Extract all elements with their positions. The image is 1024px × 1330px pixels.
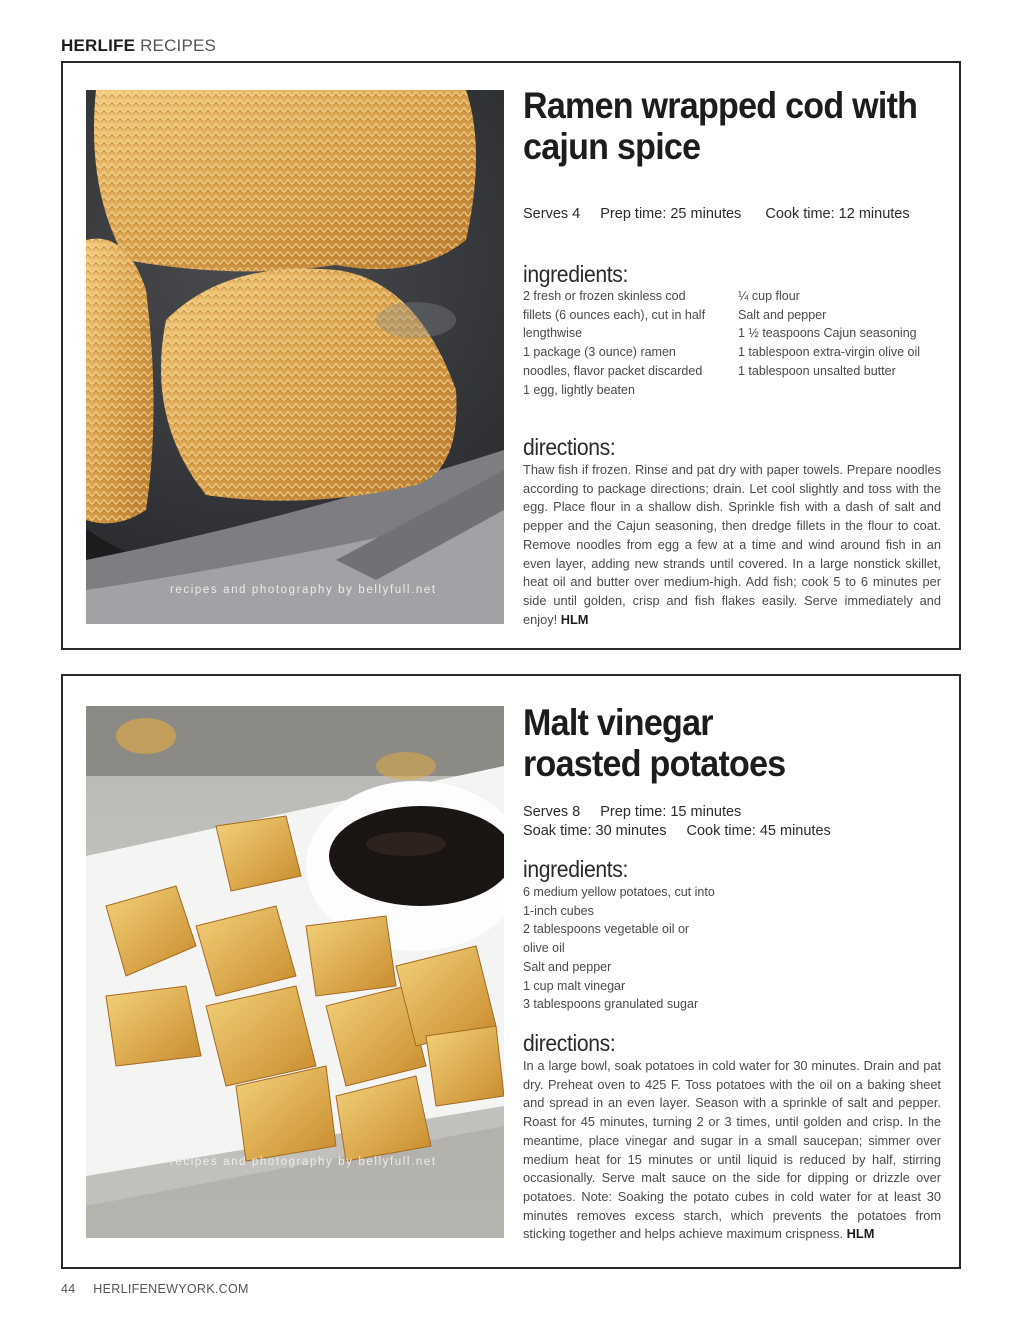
ingredient-line: olive oil bbox=[523, 941, 565, 956]
photo-credit: recipes and photography by bellyfull.net bbox=[170, 1156, 437, 1168]
page-number: 44 bbox=[61, 1282, 76, 1296]
directions-heading: directions: bbox=[523, 1030, 616, 1056]
ingredient-line: 2 tablespoons vegetable oil or bbox=[523, 922, 690, 937]
cook-time: Cook time: 12 minutes bbox=[765, 206, 910, 222]
page-footer bbox=[61, 1282, 249, 1296]
prep-time: Prep time: 15 minutes bbox=[600, 804, 742, 820]
recipe-title: Malt vinegar roasted potatoes bbox=[523, 702, 786, 784]
photo-credit: recipes and photography by bellyfull.net bbox=[170, 584, 437, 596]
ingredient-line: 3 tablespoons granulated sugar bbox=[523, 997, 699, 1012]
section-name: RECIPES bbox=[140, 36, 217, 55]
ingredient-line: 1 egg, lightly beaten bbox=[523, 382, 635, 397]
recipe-photo-malt-potatoes bbox=[86, 706, 504, 1238]
ingredient-line: 1 ½ teaspoons Cajun seasoning bbox=[738, 326, 917, 341]
ingredient-line: 1 cup malt vinegar bbox=[523, 978, 626, 993]
ingredients-list bbox=[523, 287, 943, 399]
ingredient-line: 1 package (3 ounce) ramen bbox=[523, 345, 676, 360]
ingredient-line: 1 tablespoon unsalted butter bbox=[738, 363, 896, 378]
ramen-cod-image bbox=[86, 90, 504, 624]
ingredient-line: fillets (6 ounces each), cut in half bbox=[523, 307, 706, 322]
ingredients-heading: ingredients: bbox=[523, 856, 628, 882]
ingredient-line: 2 fresh or frozen skinless cod bbox=[523, 289, 686, 303]
soak-time: Soak time: 30 minutes bbox=[523, 823, 667, 839]
recipe-meta bbox=[523, 205, 926, 224]
recipe-card-ramen-cod bbox=[61, 61, 961, 650]
recipe-title: Ramen wrapped cod with cajun spice bbox=[523, 85, 918, 167]
recipe-meta bbox=[523, 803, 847, 841]
serves: Serves 8 bbox=[523, 804, 581, 820]
magazine-header bbox=[61, 36, 216, 56]
ingredients-column-1 bbox=[523, 883, 823, 1014]
ingredient-line: Salt and pepper bbox=[738, 307, 827, 322]
directions-heading: directions: bbox=[523, 434, 616, 460]
ingredient-line: noodles, flavor packet discarded bbox=[523, 363, 703, 378]
ingredients-list bbox=[523, 883, 823, 1014]
ingredients-heading: ingredients: bbox=[523, 261, 628, 287]
ingredient-line: lengthwise bbox=[523, 326, 583, 341]
ingredients-column-2 bbox=[738, 287, 943, 399]
ingredient-line: 1 tablespoon extra-virgin olive oil bbox=[738, 345, 921, 360]
ingredient-line: 6 medium yellow potatoes, cut into bbox=[523, 885, 715, 899]
hlm-signoff: HLM bbox=[560, 611, 589, 627]
prep-time: Prep time: 25 minutes bbox=[600, 206, 742, 222]
directions-text: Thaw fish if frozen. Rinse and pat dry with paper towels. Prepare noodles according to package directions; drain. Let cool slightly and toss with the egg. Place flour in a shallow dish. Sprinkle fish with a dash of salt and pepper and the Cajun seasoning, then dredge fillets in the flour to coat. Remove noodles from egg a few at a time and wind around fish in an even layer, adding new strands until covered. In a large nonstick skillet, heat oil and butter over medium-high. Add fish; cook 5 to 6 minutes per side until golden, crisp and fish flakes easily. Serve immediately and enjoy! HLM bbox=[523, 462, 941, 627]
directions-text: In a large bowl, soak potatoes in cold water for 30 minutes. Drain and pat dry. Preheat oven to 425 F. Toss potatoes with the oil on a baking sheet and spread in an even layer. Season with a sprinkle of salt and pepper. Roast for 45 minutes, turning 2 or 3 times, until golden and crisp. In the meantime, place vinegar and sugar in a small saucepan; simmer over medium heat for 15 minutes or until liquid is reduced by half, stirring occasionally. Serve malt sauce on the side for dipping or drizzle over potatoes. Note: Soaking the potato cubes in cold water for at least 30 minutes removes excess starch, which prevents the potatoes from sticking together and helps achieve maximum crispness. HLM bbox=[523, 1058, 941, 1242]
footer-site-link[interactable]: HERLIFENEWYORK.COM bbox=[93, 1282, 249, 1296]
cook-time: Cook time: 45 minutes bbox=[686, 823, 831, 839]
serves: Serves 4 bbox=[523, 206, 581, 222]
ingredient-line: ¼ cup flour bbox=[738, 289, 800, 303]
brand-name: HERLIFE bbox=[61, 36, 136, 55]
ingredient-line: Salt and pepper bbox=[523, 959, 612, 974]
recipe-photo-ramen-cod bbox=[86, 90, 504, 624]
ingredient-line: 1-inch cubes bbox=[523, 903, 594, 918]
recipe-card-malt-potatoes bbox=[61, 674, 961, 1269]
ingredients-column-1 bbox=[523, 287, 738, 399]
hlm-signoff: HLM bbox=[846, 1226, 875, 1242]
